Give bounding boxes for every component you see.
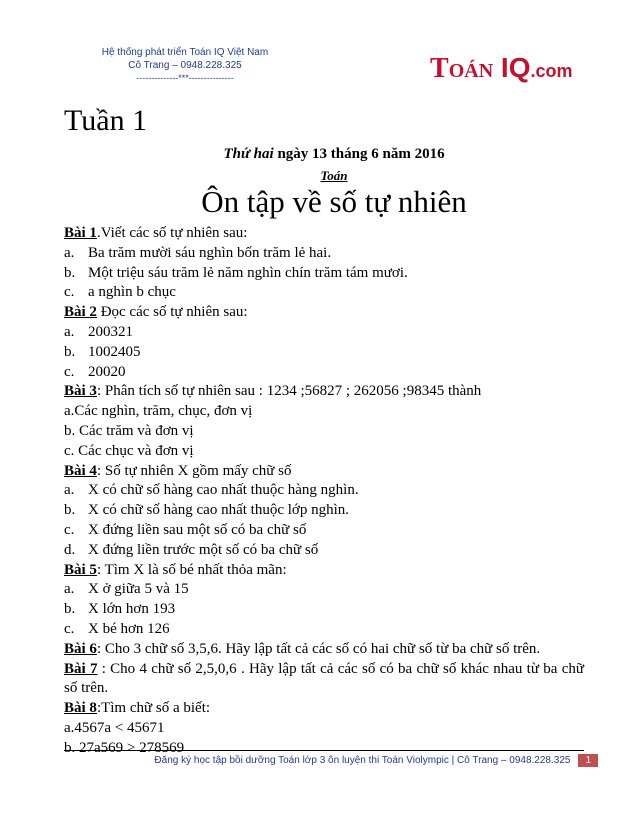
exercise-text: c. Các chục và đơn vị	[64, 442, 194, 459]
exercise-label: Bài 4	[64, 462, 97, 479]
exercise-item	[64, 719, 584, 739]
exercise-text: X có chữ số hàng cao nhất thuộc hàng nghìn.	[88, 482, 359, 499]
exercise-text: 200321	[88, 323, 133, 340]
toaniq-logo: TOÁN IQ.com	[430, 52, 573, 84]
exercise-label: Bài 2	[64, 304, 97, 321]
exercise-label: Bài 3	[64, 383, 97, 400]
exercise-text: : Cho 3 chữ số 3,5,6. Hãy lập tất cả các số có hai chữ số từ ba chữ số trên.	[96, 640, 541, 657]
item-marker: a.	[64, 581, 75, 598]
date-weekday: Thứ hai	[223, 146, 274, 162]
item-marker: a.	[64, 323, 75, 340]
exercise-heading	[64, 640, 584, 660]
exercise-heading	[64, 303, 584, 323]
footer-divider	[64, 750, 584, 751]
item-marker: a.	[64, 482, 75, 499]
item-marker: b.	[64, 502, 76, 519]
exercise-text: a.4567a < 45671	[64, 719, 165, 736]
exercise-item	[64, 580, 584, 600]
item-marker: a.	[64, 244, 75, 261]
exercise-heading	[64, 699, 584, 719]
exercise-text: b. 27a569 > 278569	[64, 739, 185, 756]
page-footer	[154, 754, 598, 767]
header-divider: --------------***---------------	[136, 73, 234, 83]
exercise-text: .Viết các số tự nhiên sau:	[96, 225, 248, 241]
exercise-item	[64, 541, 584, 561]
exercise-text: : Số tự nhiên X gồm mấy chữ số	[96, 462, 292, 479]
footer-text: Đăng ký học tập bồi dưỡng Toán lớp 3 ôn luyện thi Toán Violympic | Cô Trang – 0948.228.325	[154, 755, 571, 766]
item-marker: b.	[64, 264, 76, 281]
page-title: Ôn tập về số tự nhiên	[201, 184, 467, 219]
date-rest: ngày 13 tháng 6 năm 2016	[273, 146, 445, 162]
exercise-item	[64, 422, 584, 442]
exercise-text: X ở giữa 5 và 15	[88, 581, 189, 598]
exercise-text: X bé hơn 126	[88, 620, 170, 637]
header-organization: Hệ thống phát triển Toán IQ Việt Nam	[101, 47, 269, 58]
exercise-item	[64, 481, 584, 501]
exercise-item	[64, 363, 584, 383]
exercise-text: X lớn hơn 193	[88, 601, 176, 618]
exercise-item	[64, 501, 584, 521]
exercise-heading	[64, 382, 584, 402]
exercise-heading	[64, 224, 584, 244]
exercise-label: Bài 1	[64, 225, 97, 241]
exercise-text: a nghìn b chục	[88, 284, 176, 301]
header-contact: Cô Trang – 0948.228.325	[128, 60, 242, 71]
exercise-item	[64, 343, 584, 363]
exercise-label: Bài 8	[64, 700, 97, 717]
item-marker: c.	[64, 620, 75, 637]
exercise-heading	[64, 561, 584, 581]
exercise-text: : Tìm X là số bé nhất thỏa mãn:	[96, 561, 287, 578]
page-number-badge: 1	[578, 754, 598, 767]
exercise-item	[64, 442, 584, 462]
exercise-text: 20020	[88, 363, 126, 380]
exercise-item	[64, 244, 584, 264]
exercise-text: a.Các nghìn, trăm, chục, đơn vị	[64, 403, 253, 420]
page-header-info	[90, 46, 280, 85]
item-marker: d.	[64, 541, 76, 558]
exercise-text: Đọc các số tự nhiên sau:	[96, 304, 248, 321]
item-marker: c.	[64, 521, 75, 538]
exercise-text: X đứng liền trước một số có ba chữ số	[88, 541, 319, 558]
exercise-item	[64, 323, 584, 343]
date-line	[0, 146, 638, 163]
exercise-text: Ba trăm mười sáu nghìn bốn trăm lẻ hai.	[88, 244, 332, 261]
item-marker: c.	[64, 363, 75, 380]
exercise-item	[64, 620, 584, 640]
item-marker: c.	[64, 284, 75, 301]
item-marker: b.	[64, 601, 76, 618]
subject-label: Toán	[320, 168, 348, 183]
exercise-text: 1002405	[88, 343, 141, 360]
exercise-text: Một triệu sáu trăm lẻ năm nghìn chín trăm tám mươi.	[88, 264, 408, 281]
exercise-label: Bài 7	[64, 660, 98, 677]
exercise-heading	[64, 660, 584, 700]
exercise-text: X có chữ số hàng cao nhất thuộc lớp nghìn.	[88, 502, 350, 519]
exercise-item	[64, 264, 584, 284]
exercise-text: b. Các trăm và đơn vị	[64, 422, 194, 439]
exercise-item	[64, 521, 584, 541]
exercise-text: : Cho 4 chữ số 2,5,0,6 . Hãy lập tất cả các số có ba chữ số khác nhau từ ba chữ số trên.	[64, 660, 584, 697]
exercise-text: X đứng liền sau một số có ba chữ số	[88, 521, 307, 538]
exercise-item	[64, 600, 584, 620]
exercise-label: Bài 5	[64, 561, 97, 578]
week-heading: Tuần 1	[64, 104, 148, 137]
exercise-label: Bài 6	[64, 640, 97, 657]
exercise-text: : Phân tích số tự nhiên sau : 1234 ;56827 ; 262056 ;98345 thành	[96, 383, 482, 400]
exercise-item	[64, 283, 584, 303]
exercise-heading	[64, 462, 584, 482]
exercise-text: :Tìm chữ số a biết:	[96, 700, 211, 717]
item-marker: b.	[64, 343, 76, 360]
exercise-item	[64, 402, 584, 422]
exercise-list	[64, 224, 584, 759]
